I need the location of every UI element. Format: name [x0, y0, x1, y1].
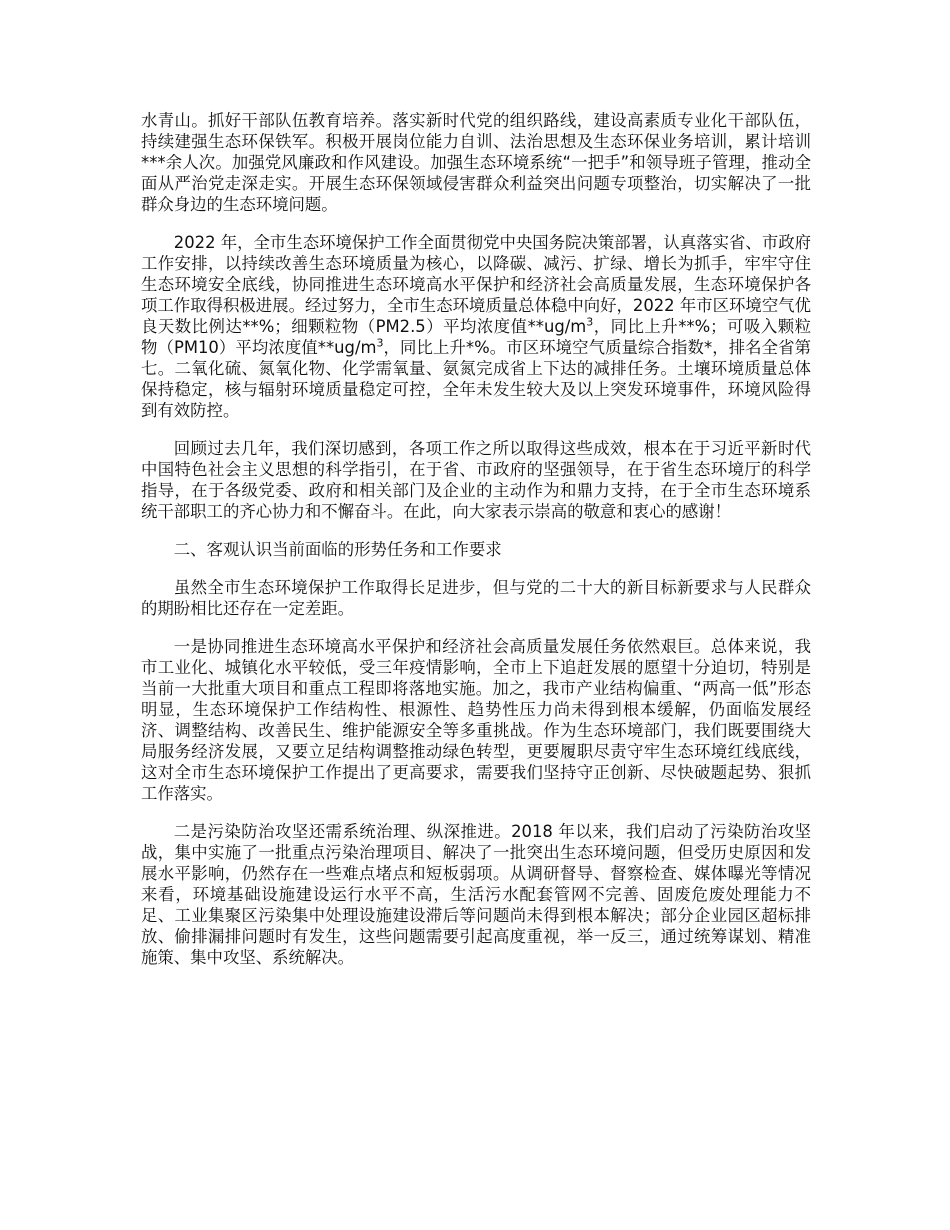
paragraph-point-two: 二是污染防治攻坚还需系统治理、纵深推进。2018 年以来，我们启动了污染防治攻坚战，集中实施了一批重点污染治理项目、解决了一批突出生态环境问题，但受历史原因和发展水平影响，仍然存在一些难点堵点和短板弱项。从调研督导、督察检查、媒体曝光等情况来看，环境基础设施建设运行水平不高，生活污水配套管网不完善、固废危废处理能力不足、工业集聚区污染集中处理设施建设滞后等问题尚未得到根本解决；部分企业园区超标排放、偷排漏排问题时有发生，这些问题需要引起高度重视，举一反三，通过统筹谋划、精准施策、集中攻坚、系统解决。	[141, 822, 811, 967]
superscript-cubic-1: 3	[586, 315, 594, 329]
paragraph-point-one: 一是协同推进生态环境高水平保护和经济社会高质量发展任务依然艰巨。总体来说，我市工业化、城镇化水平较低，受三年疫情影响，全市上下追赶发展的愿望十分迫切，特别是当前一大批重大项目和重点工程即将落地实施。加之，我市产业结构偏重、“两高一低”形态明显，生态环境保护工作结构性、根源性、趋势性压力尚未得到根本缓解，仍面临发展经济、调整结构、改善民生、维护能源安全等多重挑战。作为生态环境部门，我们既要围绕大局服务经济发展，又要立足结构调整推动绿色转型，更要履职尽责守牢生态环境红线底线，这对全市生态环境保护工作提出了更高要求，需要我们坚持守正创新、尽快破题起势、狠抓工作落实。	[141, 637, 811, 803]
paragraph-review: 回顾过去几年，我们深切感到，各项工作之所以取得这些成效，根本在于习近平新时代中国特色社会主义思想的科学指引，在于省、市政府的坚强领导，在于省生态环境厅的科学指导，在于各级党委、政府和相关部门及企业的主动作为和鼎力支持，在于全市生态环境系统干部职工的齐心协力和不懈奋斗。在此，向大家表示崇高的敬意和衷心的感谢！	[141, 439, 811, 521]
paragraph-2022-summary	[141, 232, 811, 421]
paragraph-continuation: 水青山。抓好干部队伍教育培养。落实新时代党的组织路线，建设高素质专业化干部队伍，持续建强生态环保铁军。积极开展岗位能力自训、法治思想及生态环保业务培训，累计培训***余人次。加强党风廉政和作风建设。加强生态环境系统“一把手”和领导班子管理，推动全面从严治党走深走实。开展生态环保领域侵害群众利益突出问题专项整治，切实解决了一批群众身边的生态环境问题。	[141, 111, 811, 214]
superscript-cubic-2: 3	[376, 336, 384, 350]
paragraph-gap: 虽然全市生态环境保护工作取得长足进步，但与党的二十大的新目标新要求与人民群众的期盼相比还存在一定差距。	[141, 578, 811, 618]
section-heading: 二、客观认识当前面临的形势任务和工作要求	[173, 540, 502, 559]
paragraph-2022-text-a: 2022 年，全市生态环境保护工作全面贯彻党中央国务院决策部署，认真落实省、市政府工作安排，以持续改善生态环境质量为核心，以降碳、减污、扩绿、增长为抓手，牢牢守住生态环境安全底线，协同推进生态环境高水平保护和经济社会高质量发展，生态环境保护各项工作取得积极进展。经过努力，全市生态环境质量总体稳中向好，2022 年市区环境空气优良天数比例达**%；细颗粒物（PM2.5）平均浓度值**ug/m	[141, 233, 811, 336]
paragraph-2022-text-b: ，同比上升**%；可吸入颗粒物（PM10）平均浓度值**ug/m	[141, 317, 811, 357]
paragraph-2022-text-c: ，同比上升*%。市区环境空气质量综合指数*，排名全省第七。二氧化硫、氮氧化物、化学需氧量、氨氮完成省上下达的减排任务。土壤环境质量总体保持稳定，核与辐射环境质量稳定可控，全年未发生较大及以上突发环境事件，环境风险得到有效防控。	[141, 338, 811, 420]
document-body	[141, 110, 811, 985]
